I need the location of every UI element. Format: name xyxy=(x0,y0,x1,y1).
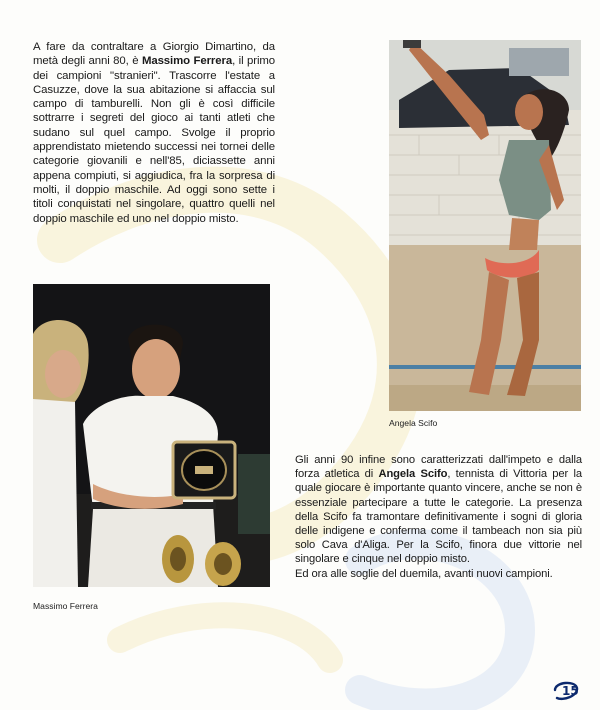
paragraph-ferrera-body: , il primo dei campioni "stranieri". Trascorre l'estate a Casuzze, dove la sua abitazione si affaccia sul campo di tamburelli. Non gli è così difficile sottrarre i segreti del gioco ai tanti atleti che sudano sul quel campo. Svolge il proprio apprendistato mietendo successi nei tornei delle categorie giovanili e nell'85, diciassette anni appena compiuti, si aggiudica, fra la sorpresa di molti, il doppio maschile. Ad oggi sono sette i titoli conquistati nel singolare, quattro quelli nel doppio maschile ed uno nel doppio misto. xyxy=(33,55,276,225)
caption-massimo-ferrera: Massimo Ferrera xyxy=(33,601,98,611)
photo-angela-scifo xyxy=(389,40,581,411)
paragraph-ferrera xyxy=(33,40,275,226)
paragraph-scifo-lead: Gli anni 90 infine sono caratterizzati dall'impeto e dalla forza atletica di xyxy=(295,454,582,481)
name-angela-scifo: Angela Scifo xyxy=(378,468,448,481)
watermark-swirl-yellow-2 xyxy=(120,615,330,660)
paragraph-ferrera-lead: A fare da contraltare a Giorgio Dimartino, da metà degli anni 80, è xyxy=(33,41,275,68)
photo-massimo-ferrera xyxy=(33,284,270,587)
paragraph-scifo-body: , tennista di Vittoria per la quale giocare è importante quanto vincere, anche se non è essenziale partecipare a tutte le categorie. La presenza della Scifo fa tramontare definitivamente i sogni di gloria delle indigene e conferma come il tambeach non sia più solo Cava d'Aliga. Per la Scifo, finora due vittorie nel singolare e cinque nel doppio misto. xyxy=(295,468,582,566)
page-number: 15 xyxy=(562,684,579,698)
caption-angela-scifo: Angela Scifo xyxy=(389,418,438,428)
paragraph-scifo xyxy=(295,453,582,581)
name-massimo-ferrera: Massimo Ferrera xyxy=(141,55,233,68)
paragraph-closing-line: Ed ora alle soglie del duemila, avanti nuovi campioni. xyxy=(295,567,553,580)
